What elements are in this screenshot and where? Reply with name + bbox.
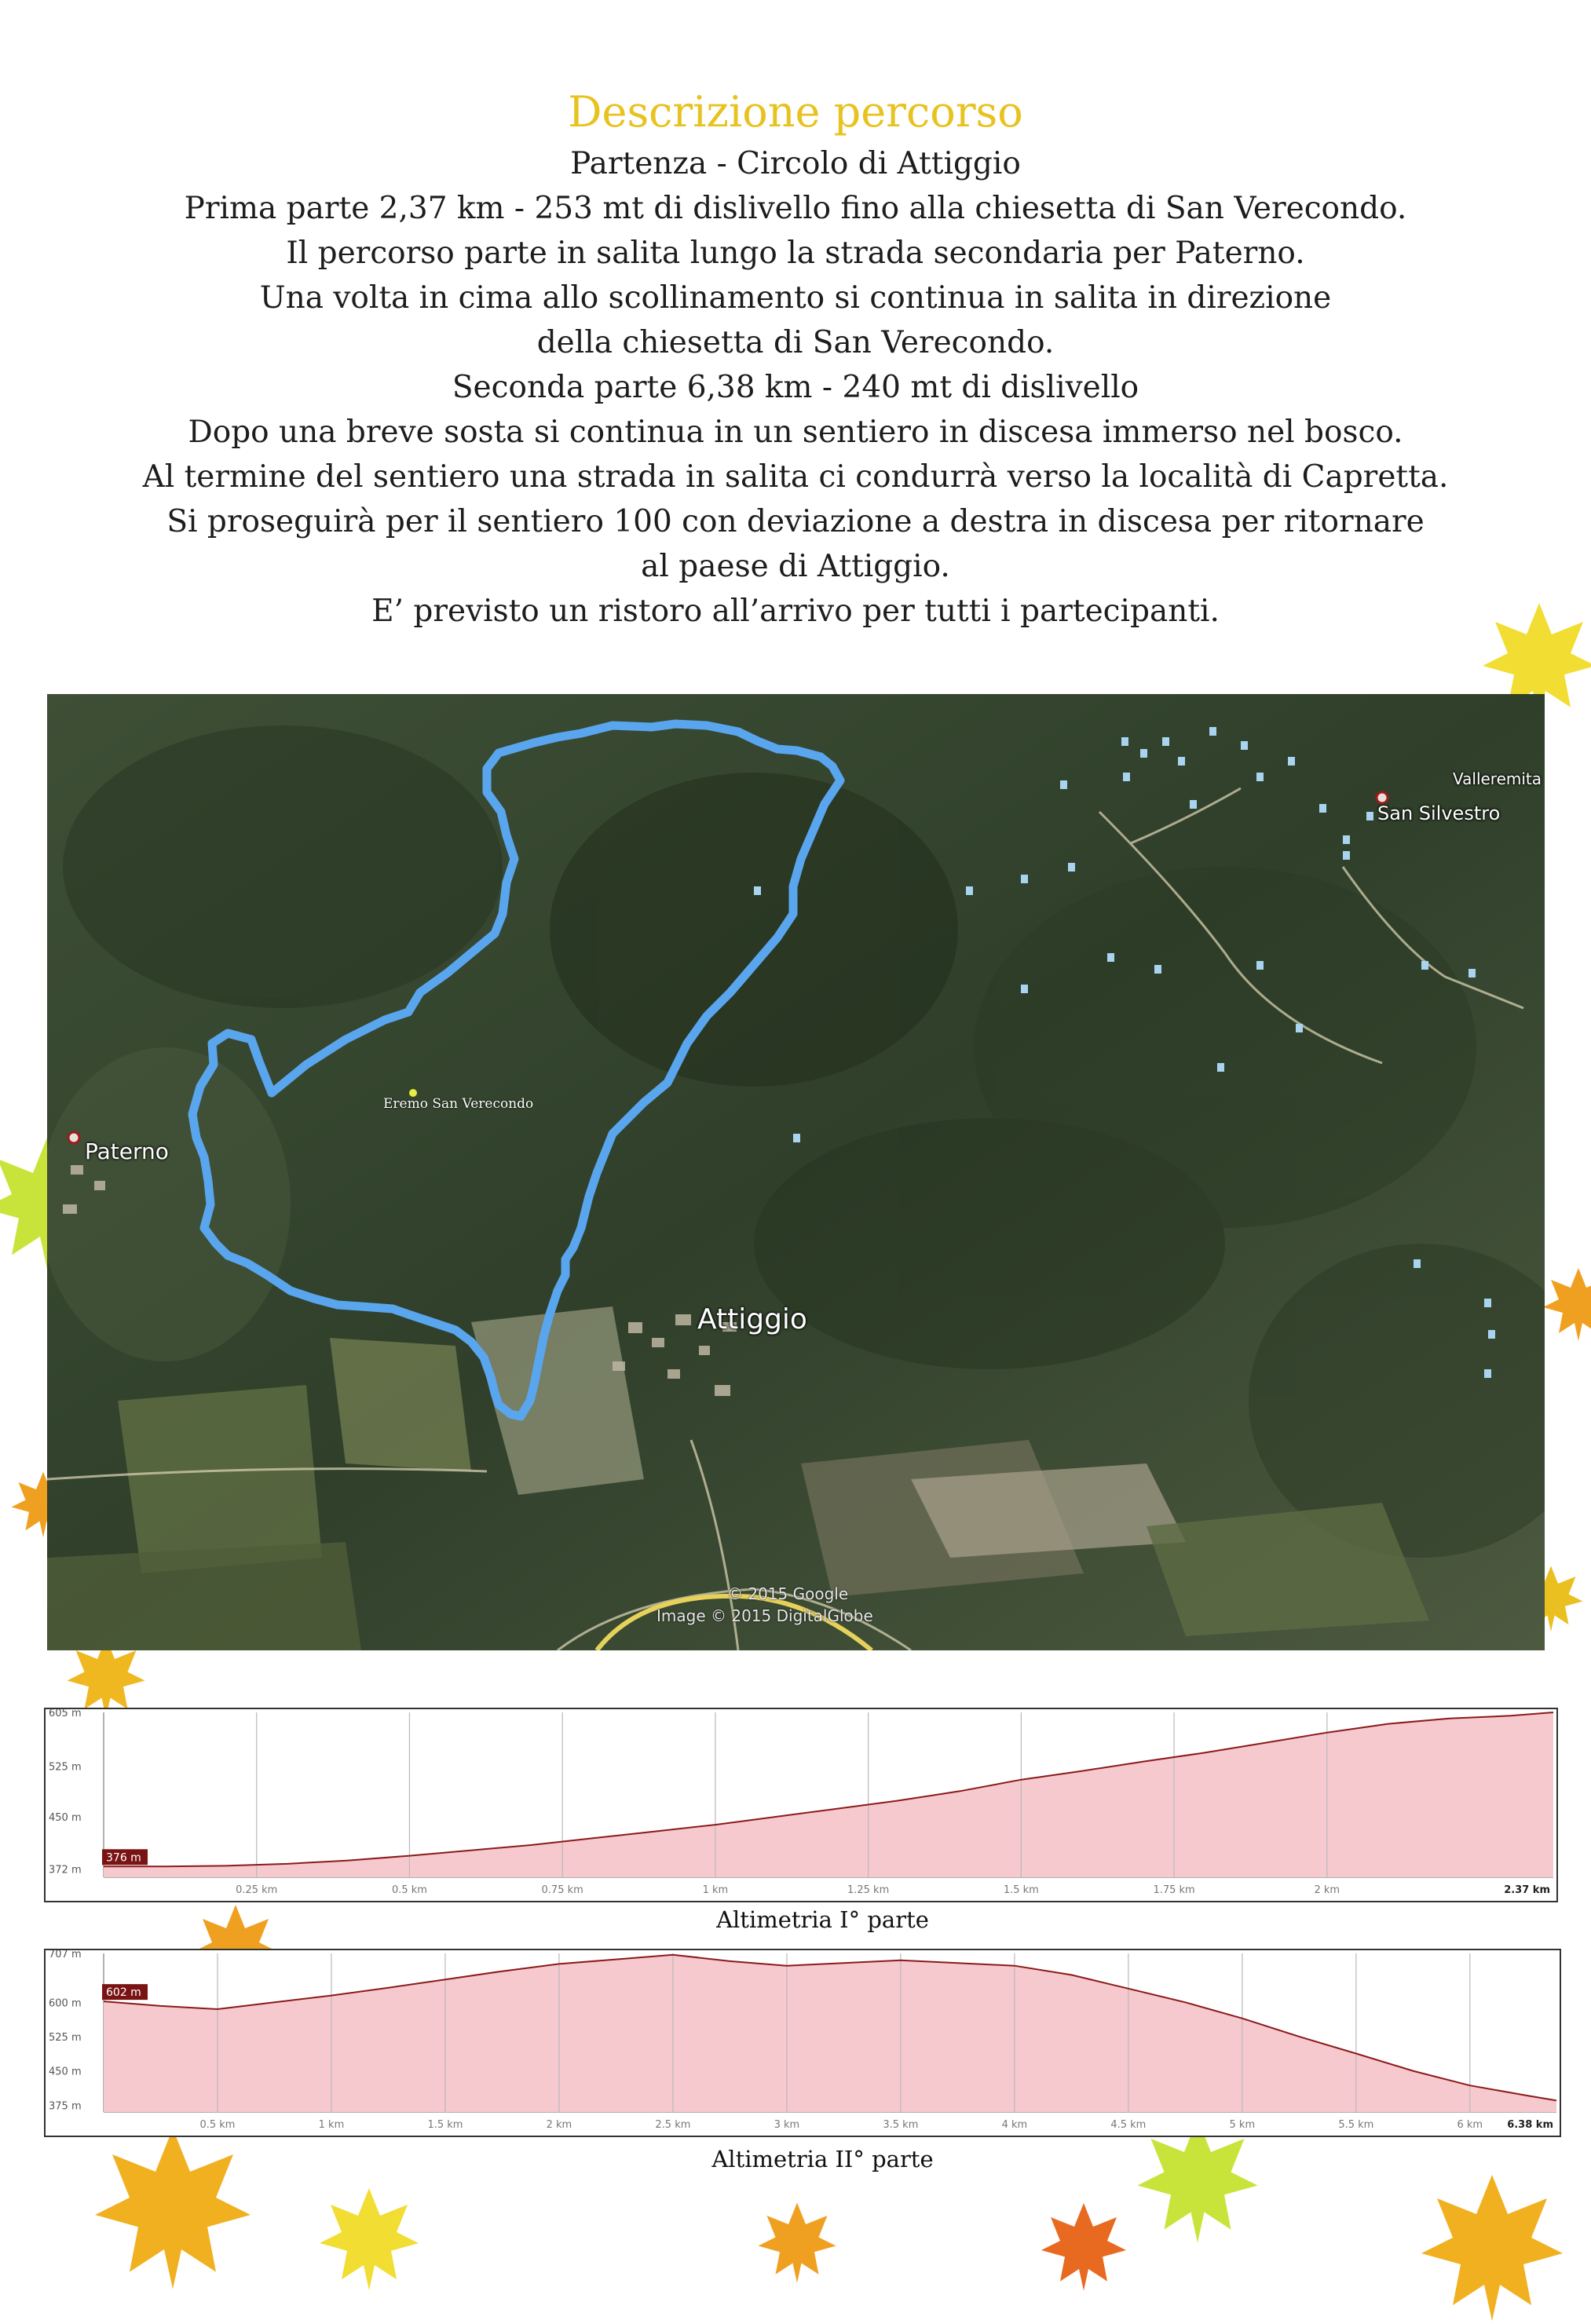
- maple-leaf-icon: [1037, 2198, 1131, 2293]
- description-line: della chiesetta di San Verecondo.: [536, 325, 1055, 360]
- map-label-attiggio: Attiggio: [697, 1303, 807, 1336]
- description-line: Il percorso parte in salita lungo la strada secondaria per Paterno.: [286, 236, 1305, 271]
- chart-caption: Altimetria I° parte: [716, 1906, 929, 1933]
- x-tick-label: 2.5 km: [655, 2119, 691, 2131]
- elevation-chart-svg: [46, 1709, 1556, 1901]
- elevation-chart-part-2: [44, 1949, 1561, 2137]
- x-tick-label: 5.5 km: [1338, 2119, 1374, 2131]
- description-line: al paese di Attiggio.: [641, 549, 950, 584]
- elevation-area: [104, 1955, 1556, 2112]
- x-tick-label: 6.38 km: [1507, 2119, 1553, 2131]
- description-line: Seconda parte 6,38 km - 240 mt di dislivello: [452, 370, 1139, 405]
- description-line: Una volta in cima allo scollinamento si continua in salita in direzione: [259, 280, 1332, 316]
- x-tick-label: 0.75 km: [541, 1884, 583, 1896]
- maple-leaf-icon: [1414, 2167, 1571, 2324]
- description-line: Dopo una breve sosta si continua in un sentiero in discesa immerso nel bosco.: [188, 415, 1403, 450]
- maple-leaf-icon: [314, 2183, 424, 2293]
- elevation-area: [104, 1712, 1553, 1877]
- chart-caption: Altimetria II° parte: [711, 2146, 934, 2172]
- y-tick-label: 525 m: [49, 2031, 82, 2044]
- description-line: E’ previsto un ristoro all’arrivo per tutti i partecipanti.: [371, 594, 1220, 629]
- x-tick-label: 2 km: [1314, 1884, 1340, 1896]
- route-map: [47, 694, 1545, 1650]
- map-label-paterno: Paterno: [85, 1138, 169, 1164]
- description-line: Partenza - Circolo di Attiggio: [570, 146, 1021, 181]
- x-tick-label: 1.5 km: [427, 2119, 463, 2131]
- x-tick-label: 3.5 km: [883, 2119, 919, 2131]
- description-line: Al termine del sentiero una strada in salita ci condurrà verso la località di Capretta.: [142, 459, 1449, 495]
- y-tick-label: 525 m: [49, 1761, 82, 1774]
- x-tick-label: 1.25 km: [847, 1884, 890, 1896]
- y-tick-label: 707 m: [49, 1950, 82, 1960]
- x-tick-label: 1 km: [318, 2119, 345, 2131]
- map-copyright-google: © 2015 Google: [727, 1584, 849, 1603]
- x-tick-label: 5 km: [1229, 2119, 1256, 2131]
- x-tick-label: 0.25 km: [236, 1884, 278, 1896]
- map-label-eremo: Eremo San Verecondo: [383, 1096, 534, 1112]
- map-label-san-silvestro: San Silvestro: [1377, 802, 1501, 824]
- x-tick-label: 0.5 km: [199, 2119, 236, 2131]
- route-description: [0, 86, 1591, 634]
- x-tick-label: 1.75 km: [1153, 1884, 1195, 1896]
- x-tick-label: 1.5 km: [1003, 1884, 1039, 1896]
- map-label-valleremita: Valleremita: [1453, 769, 1542, 788]
- x-tick-label: 4.5 km: [1110, 2119, 1147, 2131]
- x-tick-label: 0.5 km: [391, 1884, 427, 1896]
- y-tick-label: 600 m: [49, 1997, 82, 2010]
- y-tick-label: 375 m: [49, 2100, 82, 2113]
- start-elevation-label: 602 m: [106, 1986, 141, 2000]
- x-tick-label: 2 km: [546, 2119, 572, 2131]
- paterno-marker-icon: [68, 1132, 79, 1143]
- description-line: Si proseguirà per il sentiero 100 con deviazione a destra in discesa per ritornare: [166, 504, 1425, 539]
- elevation-chart-part-1: [44, 1708, 1558, 1902]
- x-tick-label: 4 km: [1001, 2119, 1028, 2131]
- y-tick-label: 450 m: [49, 2066, 82, 2078]
- x-tick-label: 3 km: [774, 2119, 800, 2131]
- x-tick-label: 1 km: [702, 1884, 729, 1896]
- maple-leaf-icon: [1539, 1264, 1591, 1343]
- map-copyright-image: Image © 2015 DigitalGlobe: [657, 1606, 873, 1625]
- maple-leaf-icon: [754, 2198, 840, 2285]
- san-silvestro-marker-icon: [1377, 792, 1388, 803]
- y-tick-label: 450 m: [49, 1811, 82, 1824]
- page-title: Descrizione percorso: [568, 87, 1023, 137]
- description-line: Prima parte 2,37 km - 253 mt di dislivello fino alla chiesetta di San Verecondo.: [184, 191, 1407, 226]
- start-elevation-label: 376 m: [106, 1851, 141, 1865]
- y-tick-label: 372 m: [49, 1864, 82, 1876]
- y-tick-label: 605 m: [49, 1709, 82, 1719]
- x-tick-label: 6 km: [1457, 2119, 1483, 2131]
- x-tick-label: 2.37 km: [1504, 1884, 1550, 1896]
- elevation-chart-svg: [46, 1950, 1560, 2136]
